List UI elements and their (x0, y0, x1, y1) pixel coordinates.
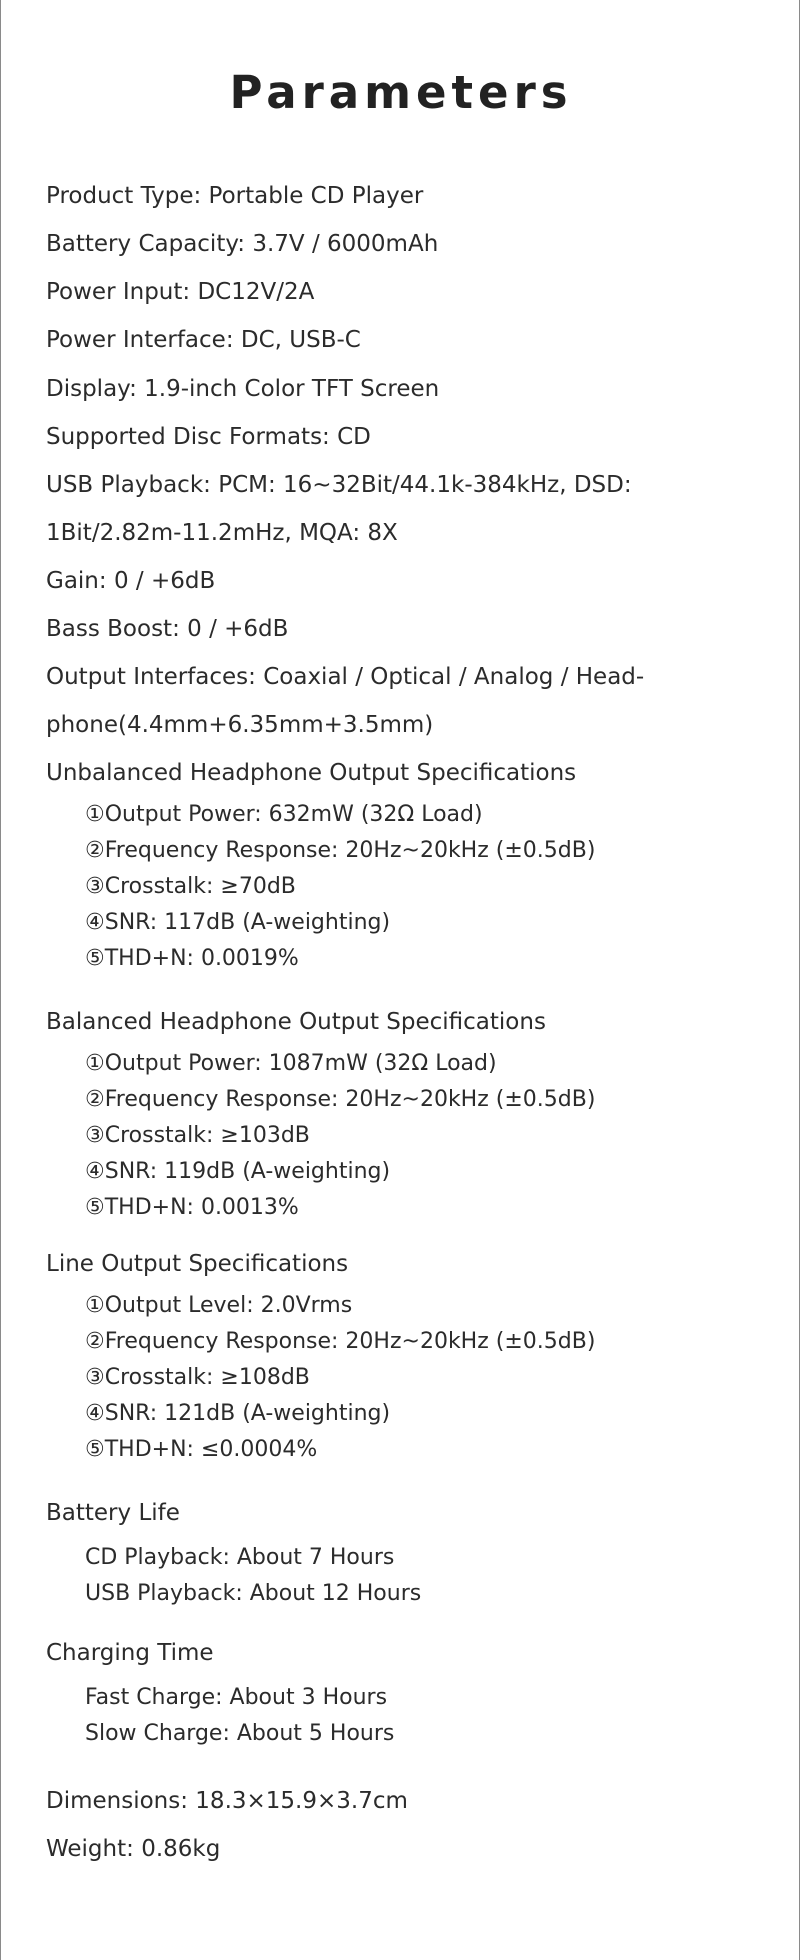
disc-formats: Supported Disc Formats: CD (46, 424, 371, 450)
battery-life-item: CD Playback: About 7 Hours (85, 1545, 395, 1570)
battery-life-heading: Battery Life (46, 1500, 180, 1526)
output-interfaces-line-2: phone(4.4mm+6.35mm+3.5mm) (46, 712, 434, 738)
unbalanced-spec-item: ③Crosstalk: ≥70dB (85, 874, 296, 899)
line-output-spec-item: ①Output Level: 2.0Vrms (85, 1293, 353, 1318)
balanced-spec-item: ③Crosstalk: ≥103dB (85, 1123, 310, 1148)
dimensions: Dimensions: 18.3×15.9×3.7cm (46, 1788, 408, 1814)
usb-playback-line-1: USB Playback: PCM: 16~32Bit/44.1k-384kHz, DSD: (46, 472, 632, 498)
line-output-spec-item: ④SNR: 121dB (A-weighting) (85, 1401, 391, 1426)
balanced-spec-item: ⑤THD+N: 0.0013% (85, 1195, 299, 1220)
battery-life-item: USB Playback: About 12 Hours (85, 1581, 422, 1606)
unbalanced-spec-item: ④SNR: 117dB (A-weighting) (85, 910, 391, 935)
charging-time-item: Fast Charge: About 3 Hours (85, 1685, 388, 1710)
power-input: Power Input: DC12V/2A (46, 279, 315, 305)
usb-playback-line-2: 1Bit/2.82m-11.2mHz, MQA: 8X (46, 520, 398, 546)
unbalanced-heading: Unbalanced Headphone Output Specifications (46, 760, 577, 786)
balanced-spec-item: ②Frequency Response: 20Hz~20kHz (±0.5dB) (85, 1087, 596, 1112)
charging-time-item: Slow Charge: About 5 Hours (85, 1721, 395, 1746)
balanced-spec-item: ④SNR: 119dB (A-weighting) (85, 1159, 391, 1184)
line-output-spec-item: ⑤THD+N: ≤0.0004% (85, 1437, 318, 1462)
battery-capacity: Battery Capacity: 3.7V / 6000mAh (46, 231, 439, 257)
balanced-heading: Balanced Headphone Output Specifications (46, 1009, 546, 1035)
bass-boost: Bass Boost: 0 / +6dB (46, 616, 289, 642)
balanced-spec-item: ①Output Power: 1087mW (32Ω Load) (85, 1051, 497, 1076)
line-output-spec-item: ②Frequency Response: 20Hz~20kHz (±0.5dB) (85, 1329, 596, 1354)
product-type: Product Type: Portable CD Player (46, 183, 424, 209)
gain: Gain: 0 / +6dB (46, 568, 216, 594)
power-interface: Power Interface: DC, USB-C (46, 327, 361, 353)
line-output-spec-item: ③Crosstalk: ≥108dB (85, 1365, 310, 1390)
display-spec: Display: 1.9-inch Color TFT Screen (46, 376, 440, 402)
charging-time-heading: Charging Time (46, 1640, 214, 1666)
line-output-heading: Line Output Specifications (46, 1251, 349, 1277)
output-interfaces-line-1: Output Interfaces: Coaxial / Optical / Analog / Head- (46, 664, 645, 690)
unbalanced-spec-item: ①Output Power: 632mW (32Ω Load) (85, 802, 483, 827)
unbalanced-spec-item: ②Frequency Response: 20Hz~20kHz (±0.5dB) (85, 838, 596, 863)
unbalanced-spec-item: ⑤THD+N: 0.0019% (85, 946, 299, 971)
page-title: Parameters (229, 66, 573, 119)
weight: Weight: 0.86kg (46, 1836, 221, 1862)
